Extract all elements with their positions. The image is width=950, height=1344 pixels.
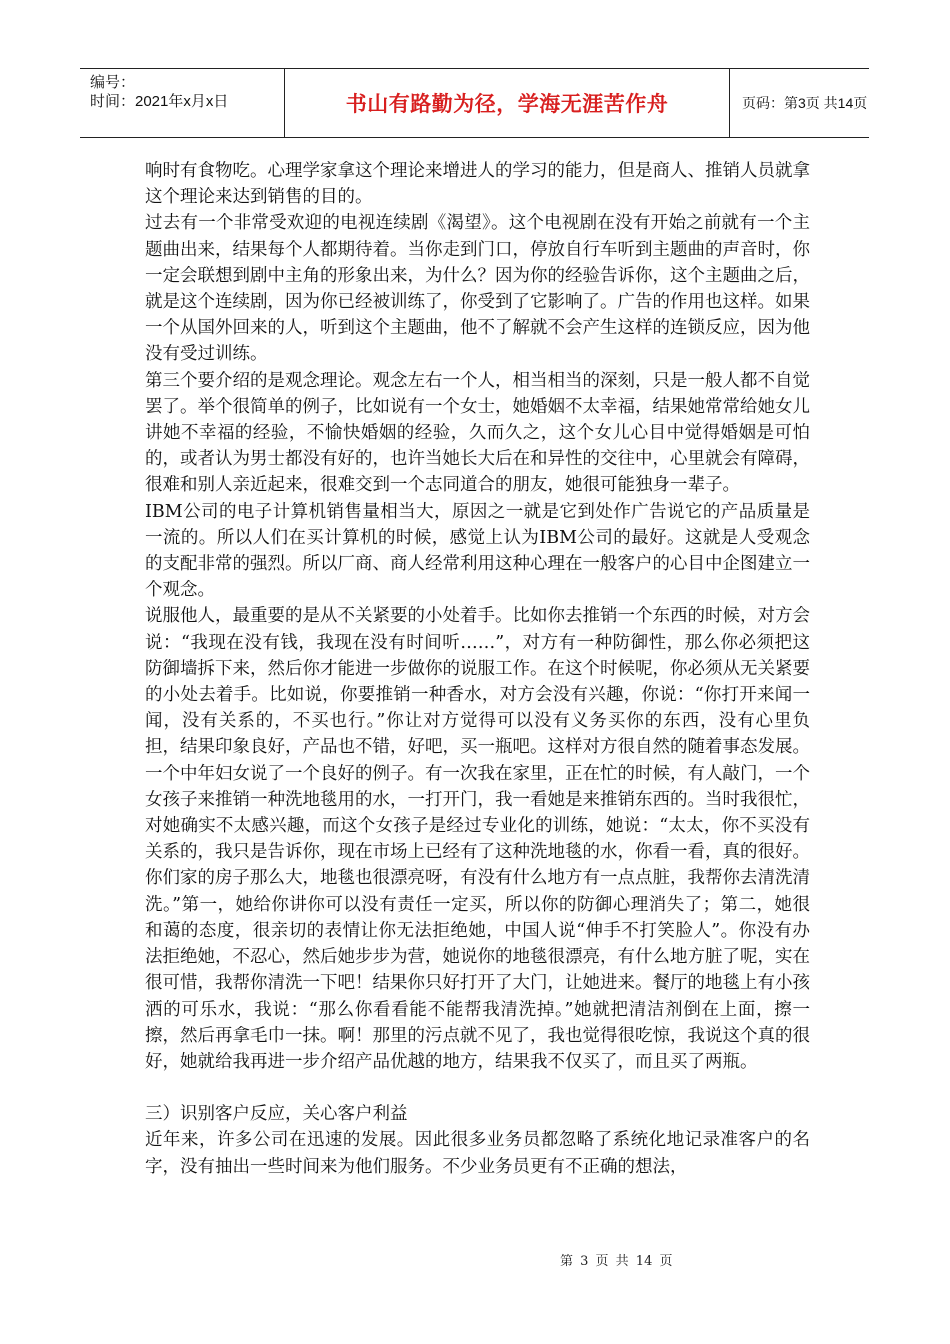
page-footer: 第 3 页 共 14 页	[560, 1254, 673, 1269]
paragraph: 第三个要介绍的是观念理论。观念左右一个人，相当相当的深刻，只是一般人都不自觉罢了。举个很简单的例子，比如说有一个女士，她婚姻不太幸福，结果她常常给她女儿讲她不幸福的经验，不愉快婚姻的经验，久而久之，这个女儿心目中觉得婚姻是可怕的，或者认为男士都没有好的，也许当她长大后在和异性的交往中，心里就会有障碍，很难和别人亲近起来，很难交到一个志同道合的朋友，她很可能独身一辈子。	[145, 370, 810, 496]
serial-label: 编号：	[90, 74, 136, 91]
section-heading: 三）识别客户反应，关心客户利益	[145, 1104, 408, 1125]
document-body	[145, 158, 810, 1180]
paragraph: 响时有食物吃。心理学家拿这个理论来增进人的学习的能力，但是商人、推销人员就拿这个理论来达到销售的目的。	[145, 161, 810, 208]
date-label: 时间：2021年x月x日	[90, 93, 229, 110]
paragraph: 一个中年妇女说了一个良好的例子。有一次我在家里，正在忙的时候，有人敲门，一个女孩子来推销一种洗地毯用的水，一打开门，我一看她是来推销东西的。当时我很忙，对她确实不太感兴趣，而这个女孩子是经过专业化的训练，她说：“太太，你不买没有关系的，我只是告诉你，现在市场上已经有了这种洗地毯的水，你看一看，真的很好。你们家的房子那么大，地毯也很漂亮呀，有没有什么地方有一点点脏，我帮你去清洗清洗。”第一，她给你讲你可以没有责任一定买，所以你的防御心理消失了；第二，她很和蔼的态度，很亲切的表情让你无法拒绝她，中国人说“伸手不打笑脸人”。你没有办法拒绝她，不忍心，然后她步步为营，她说你的地毯很漂亮，有什么地方脏了呢，实在很可惜，我帮你清洗一下吧！结果你只好打开了大门，让她进来。餐厅的地毯上有小孩洒的可乐水，我说：“那么你看看能不能帮我清洗掉。”她就把清洁剂倒在上面，擦一擦，然后再拿毛巾一抹。啊！那里的污点就不见了，我也觉得很吃惊，我说这个真的很好，她就给我再进一步介绍产品优越的地方，结果我不仅买了，而且买了两瓶。	[145, 763, 810, 1072]
header-meta	[80, 69, 285, 137]
paragraph: 过去有一个非常受欢迎的电视连续剧《渴望》。这个电视剧在没有开始之前就有一个主题曲出来，结果每个人都期待着。当你走到门口，停放自行车听到主题曲的声音时，你一定会联想到剧中主角的形象出来，为什么？因为你的经验告诉你，这个主题曲之后，就是这个连续剧，因为你已经被训练了，你受到了它影响了。广告的作用也这样。如果一个从国外回来的人，听到这个主题曲，他不了解就不会产生这样的连锁反应，因为他没有受过训练。	[145, 213, 810, 365]
section-paragraph: 近年来，许多公司在迅速的发展。因此很多业务员都忽略了系统化地记录准客户的名字，没有抽出一些时间来为他们服务。不少业务员更有不正确的想法，	[145, 1130, 810, 1177]
page-header	[80, 68, 869, 138]
header-page-label: 页码：第3页 共14页	[742, 95, 868, 111]
spacer	[145, 1075, 810, 1101]
paragraph: 说服他人，最重要的是从不关紧要的小处着手。比如你去推销一个东西的时候，对方会说：“我现在没有钱，我现在没有时间听……”，对方有一种防御性，那么你必须把这防御墙拆下来，然后你才能进一步做你的说服工作。在这个时候呢，你必须从无关紧要的小处去着手。比如说，你要推销一种香水，对方会没有兴趣，你说：“你打开来闻一闻，没有关系的，不买也行。”你让对方觉得可以没有义务买你的东西，没有心里负担，结果印象良好，产品也不错，好吧，买一瓶吧。这样对方很自然的随着事态发展。	[145, 606, 810, 758]
header-motto: 书山有路勤为径，学海无涯苦作舟	[285, 69, 730, 137]
paragraph: IBM公司的电子计算机销售量相当大，原因之一就是它到处作广告说它的产品质量是一流的。所以人们在买计算机的时候，感觉上认为IBM公司的最好。这就是人受观念的支配非常的强烈。所以厂商、商人经常利用这种心理在一般客户的心目中企图建立一个观念。	[145, 501, 810, 601]
